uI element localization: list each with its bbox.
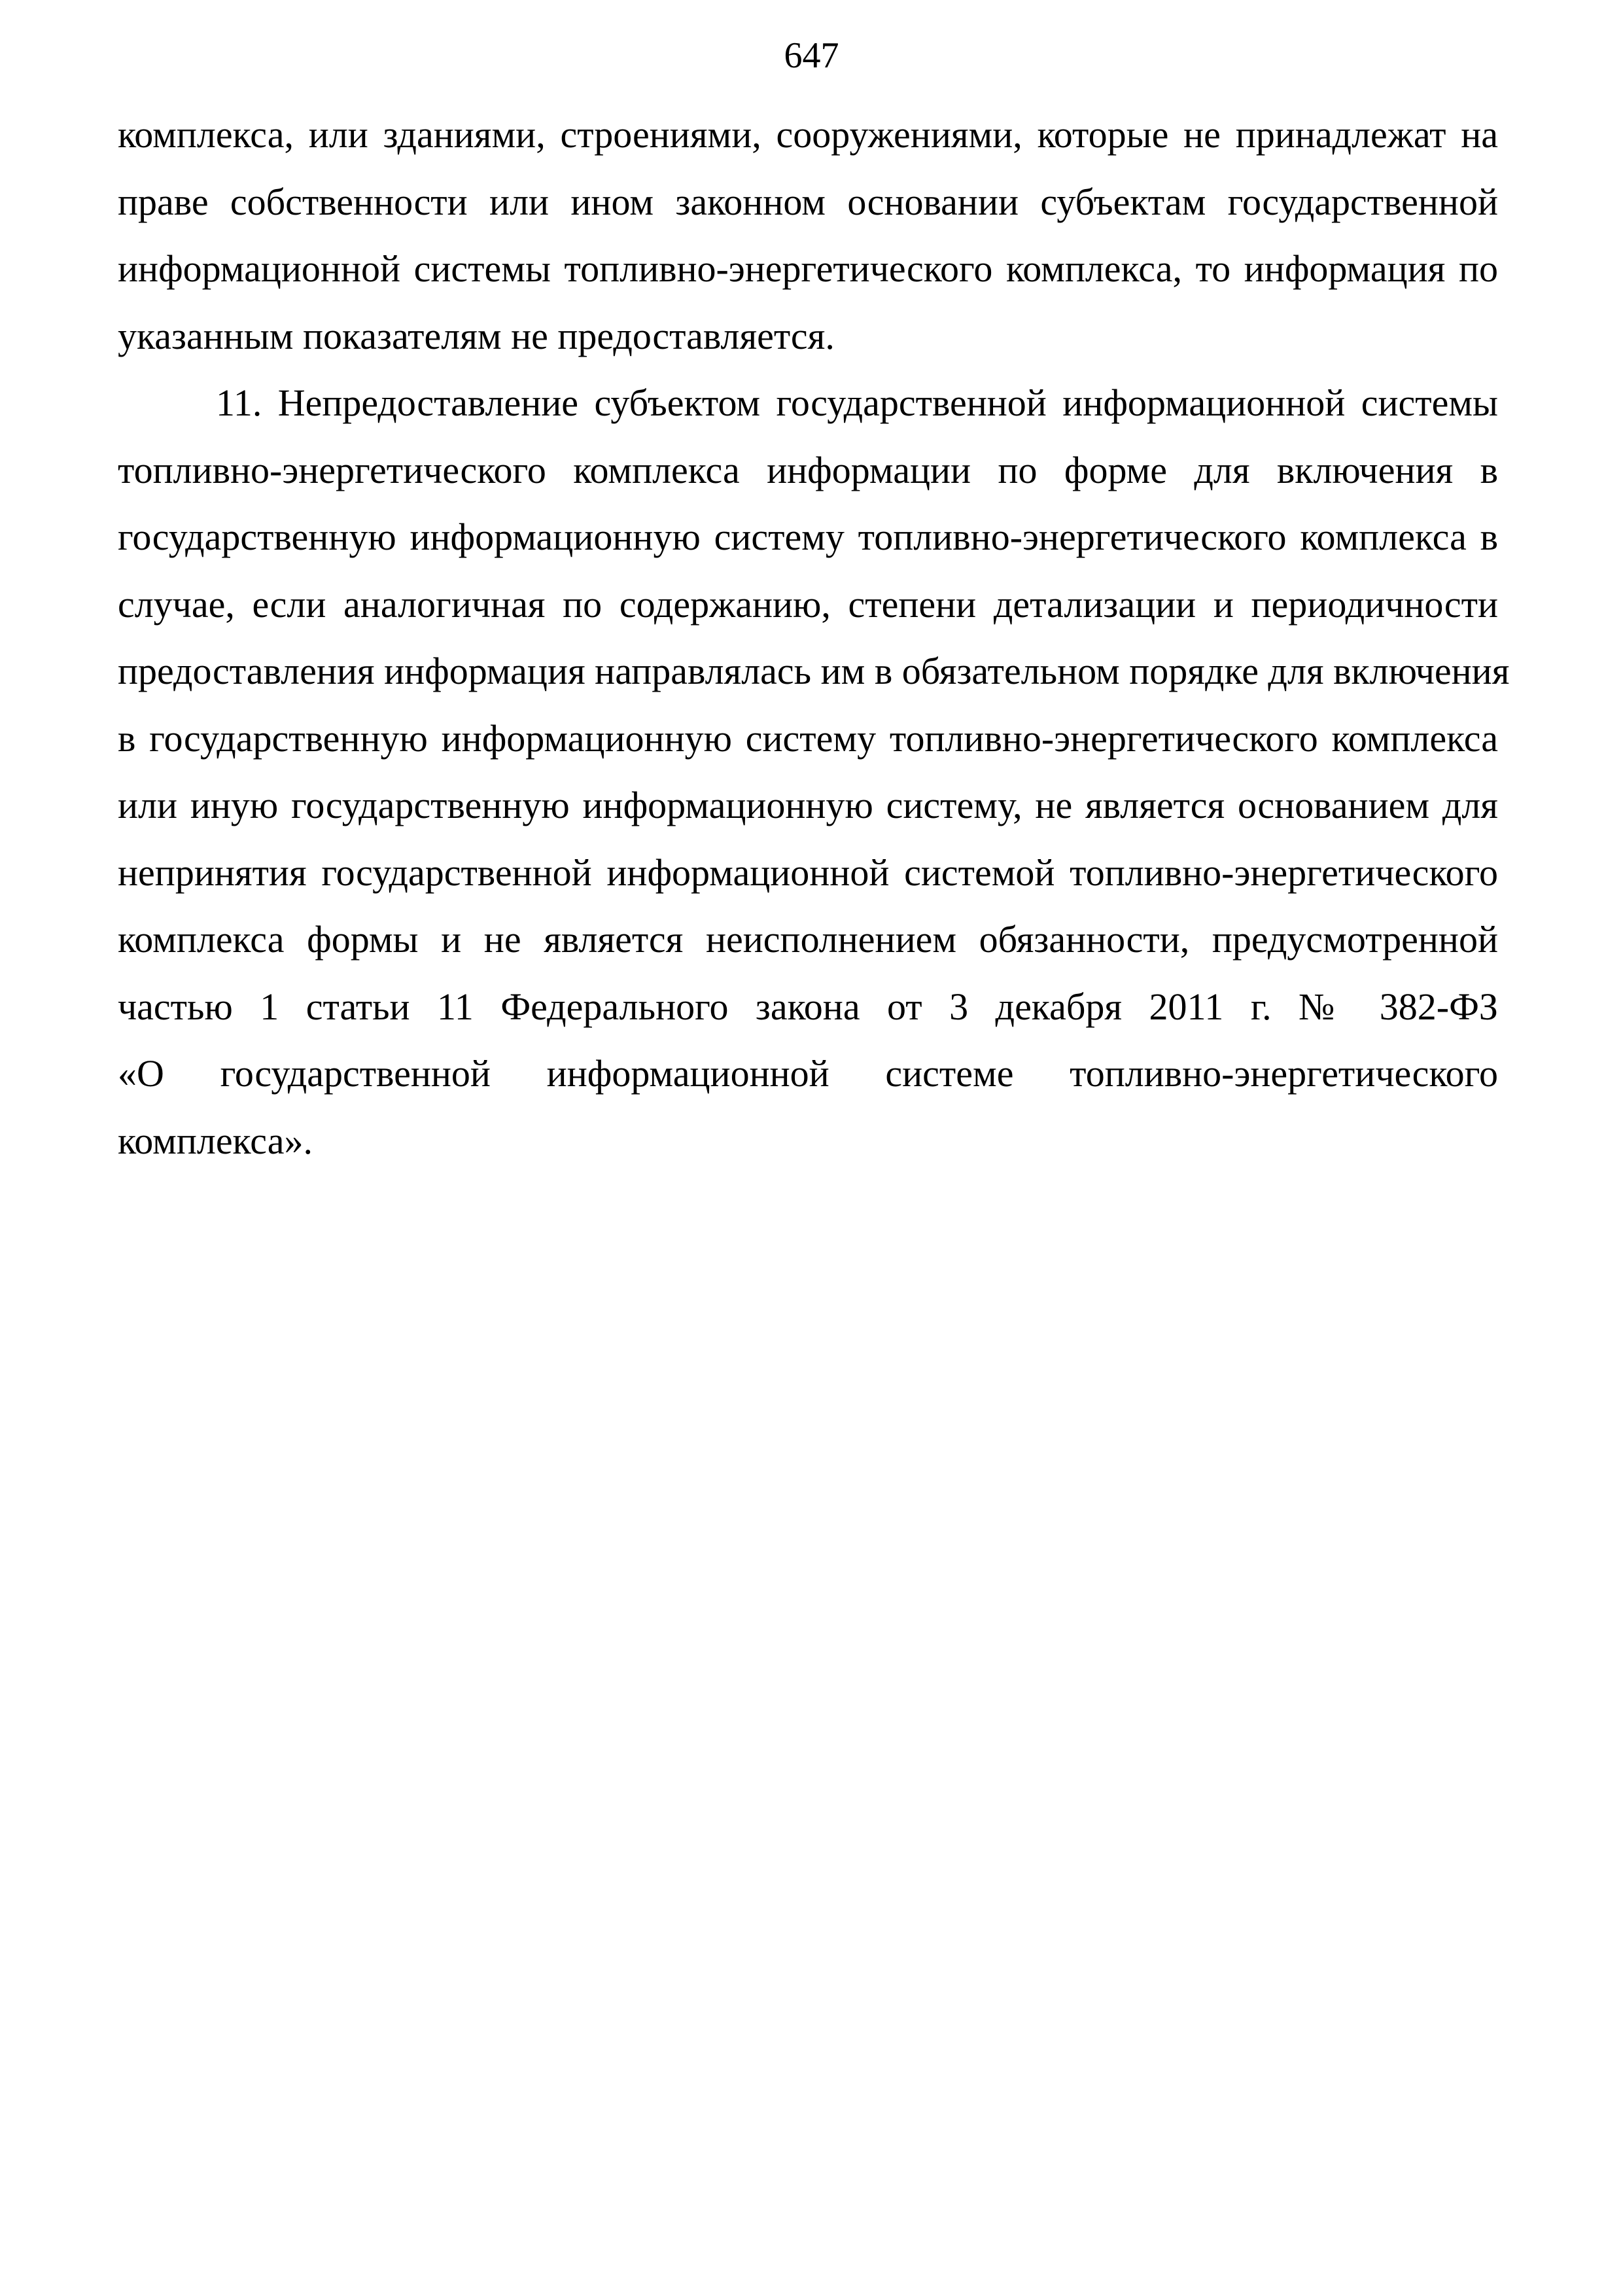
text-line: топливно-энергетического комплекса информации по форме для включения в (118, 448, 1498, 491)
text-line: информационной системы топливно-энергетического комплекса, то информация по (118, 247, 1498, 290)
text-line: праве собственности или ином законном основании субъектам государственной (118, 180, 1498, 223)
text-line: частью 1 статьи 11 Федерального закона от 3 декабря 2011 г. № 382-ФЗ (118, 985, 1498, 1028)
text-line: «О государственной информационной системе топливно-энергетического (118, 1052, 1498, 1095)
text-line: комплекса формы и не является неисполнением обязанности, предусмотренной (118, 918, 1498, 961)
text-line: предоставления информация направлялась им в обязательном порядке для включения (118, 650, 1510, 692)
text-line: указанным показателям не предоставляется. (118, 314, 835, 357)
text-line: непринятия государственной информационной системой топливно-энергетического (118, 851, 1498, 894)
text-line: государственную информационную систему топливно-энергетического комплекса в (118, 516, 1498, 558)
text-line: комплекса, или зданиями, строениями, сооружениями, которые не принадлежат на (118, 113, 1498, 156)
text-line: комплекса». (118, 1119, 313, 1162)
text-line: или иную государственную информационную систему, не является основанием для (118, 784, 1498, 826)
document-body (118, 101, 1510, 1174)
text-line: случае, если аналогичная по содержанию, степени детализации и периодичности (118, 582, 1498, 626)
text-line: в государственную информационную систему топливно-энергетического комплекса (118, 716, 1498, 760)
paragraph-11-first-line: 11. Непредоставление субъектом государственной информационной системы (216, 381, 1498, 424)
page-number: 647 (784, 35, 839, 76)
